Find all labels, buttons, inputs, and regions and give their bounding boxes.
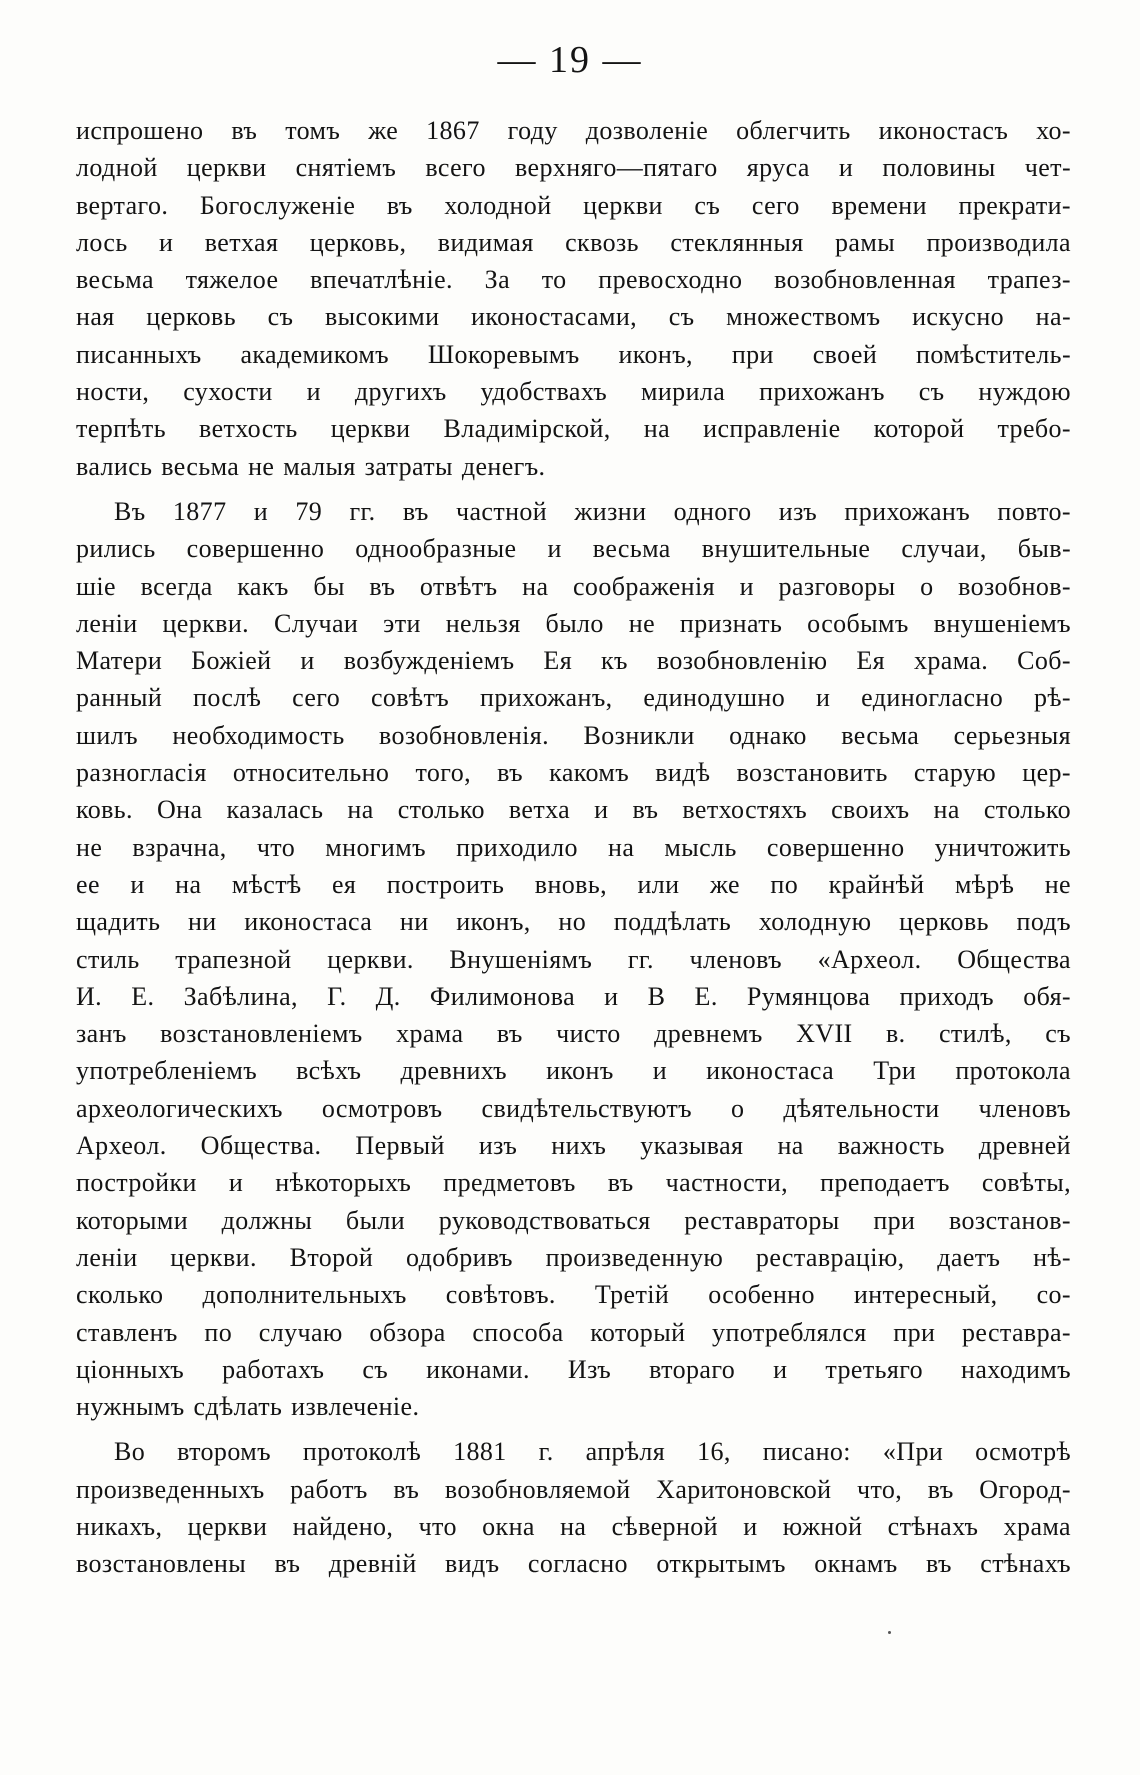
paragraph-1 [76,112,1071,485]
text-line: которыми должны были руководствоваться реставраторы при возстанов- [76,1205,1071,1235]
text-line: ранный послѣ сего совѣтъ прихожанъ, единодушно и единогласно рѣ- [76,683,1071,713]
page-number: — 19 — [497,39,643,81]
text-line: шіе всегда какъ бы въ отвѣтъ на соображенія и разговоры о возобнов- [76,571,1071,601]
text-line: писанныхъ академикомъ Шокоревымъ иконъ, при своей помѣститель- [76,339,1071,369]
text-line: ставленъ по случаю обзора способа который употреблялся при реставра- [76,1317,1071,1347]
text-line: археологическихъ осмотровъ свидѣтельствуютъ о дѣятельности членовъ [76,1093,1071,1123]
text-line: ности, сухости и другихъ удобствахъ мирила прихожанъ съ нуждою [76,377,1071,407]
text-line: вертаго. Богослуженіе въ холодной церкви съ сего времени прекрати- [76,190,1071,220]
text-line: испрошено въ томъ же 1867 году дозволеніе облегчить иконостасъ хо- [76,116,1071,145]
text-line: никахъ, церкви найдено, что окна на сѣверной и южной стѣнахъ храма [76,1511,1071,1541]
text-line: леніи церкви. Второй одобривъ произведенную реставрацію, даетъ нѣ- [76,1242,1071,1272]
text-line: ціонныхъ работахъ съ иконами. Изъ втораго и третьяго находимъ [76,1354,1071,1384]
text-line: нужнымъ сдѣлать извлеченіе. [76,1392,420,1422]
text-line: рились совершенно однообразные и весьма внушительные случаи, быв- [76,534,1071,564]
body-text [76,112,1071,1583]
text-line: ее и на мѣстѣ ея построить вновь, или же по крайнѣй мѣрѣ не [76,869,1071,899]
text-line: шилъ необходимость возобновленія. Возникли однако весьма серьезныя [76,720,1071,750]
text-line: занъ возстановленіемъ храма въ чисто древнемъ XVII в. стилѣ, съ [76,1019,1071,1049]
text-line: ковь. Она казалась на столько ветха и въ ветхостяхъ своихъ на столько [76,795,1071,825]
text-line: И. Е. Забѣлина, Г. Д. Филимонова и В Е. Румянцова приходъ обя- [76,981,1071,1011]
text-line: стиль трапезной церкви. Внушеніямъ гг. членовъ «Археол. Общества [76,944,1071,974]
text-line: разногласія относительно того, въ какомъ видѣ возстановить старую цер- [76,758,1071,788]
text-line: щадить ни иконостаса ни иконъ, но поддѣлать холодную церковь подъ [76,907,1071,937]
paragraph-3 [76,1433,1071,1582]
text-line: употребленіемъ всѣхъ древнихъ иконъ и иконостаса Три протокола [76,1056,1071,1086]
paragraph-2 [76,493,1071,1425]
text-line: лодной церкви снятіемъ всего верхняго—пятаго яруса и половины чет- [76,153,1071,183]
text-line: леніи церкви. Случаи эти нельзя было не признать особымъ внушеніемъ [76,608,1071,638]
text-line: Въ 1877 и 79 гг. въ частной жизни одного изъ прихожанъ повто- [114,496,1071,526]
text-line: лось и ветхая церковь, видимая сквозь стеклянныя рамы производила [76,227,1071,257]
text-line: произведенныхъ работъ въ возобновляемой Харитоновской что, въ Огород- [76,1474,1071,1504]
text-line: постройки и нѣкоторыхъ предметовъ въ частности, преподаетъ совѣты, [76,1168,1071,1198]
text-line: не взрачна, что многимъ приходило на мысль совершенно уничтожить [76,832,1071,862]
text-line: Во второмъ протоколѣ 1881 г. апрѣля 16, писано: «При осмотрѣ [114,1437,1071,1467]
text-line: терпѣть ветхость церкви Владимірской, на исправленіе которой требо- [76,414,1071,444]
text-line: возстановлены въ древній видъ согласно открытымъ окнамъ въ стѣнахъ [76,1549,1071,1579]
text-line: сколько дополнительныхъ совѣтовъ. Третій особенно интересный, со- [76,1280,1071,1310]
text-line: Археол. Общества. Первый изъ нихъ указывая на важность древней [76,1131,1071,1161]
text-line: Матери Божіей и возбужденіемъ Ея къ возобновленію Ея храма. Соб- [76,646,1071,676]
text-line: вались весьма не малыя затраты денегъ. [76,451,546,481]
text-line: весьма тяжелое впечатлѣніе. За то превосходно возобновленная трапез- [76,265,1071,295]
text-line: ная церковь съ высокими иконостасами, съ множествомъ искусно на- [76,302,1071,332]
ink-speck [888,1631,891,1634]
